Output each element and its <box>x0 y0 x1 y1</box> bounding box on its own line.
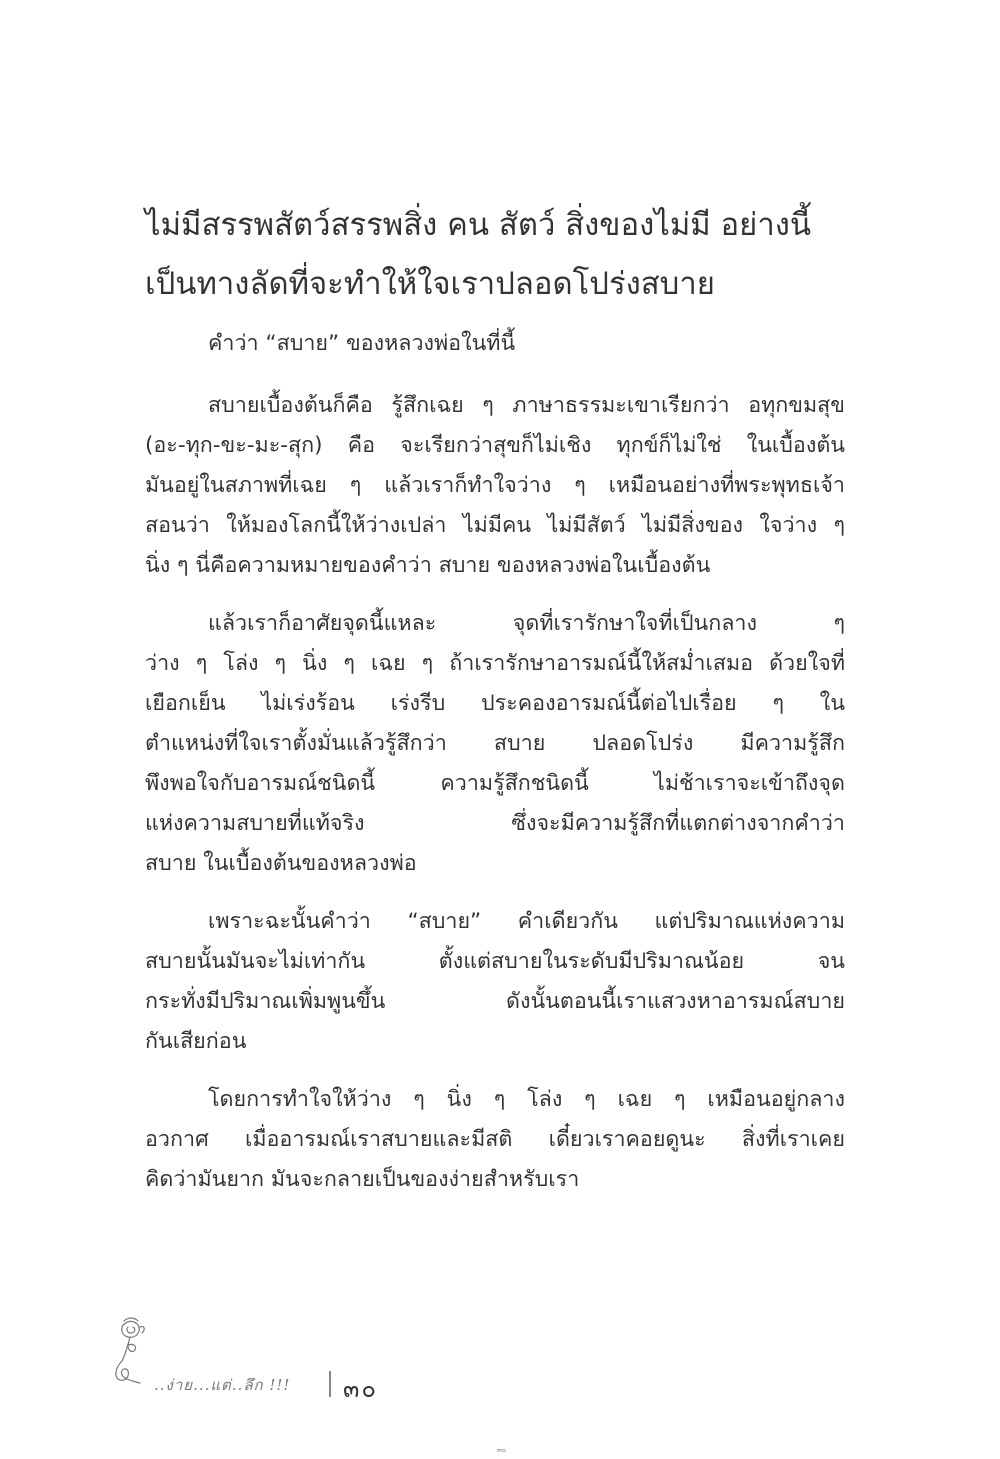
paragraph-line: สบายนั้นมันจะไม่เท่ากัน ตั้งแต่สบายในระดับมีปริมาณน้อย จน <box>145 949 845 974</box>
paragraph-line: (อะ-ทุก-ขะ-มะ-สุก) คือ จะเรียกว่าสุขก็ไม่เชิง ทุกข์ก็ไม่ใช่ ในเบื้องต้น <box>145 433 845 458</box>
paragraph-line: ว่าง ๆ โล่ง ๆ นิ่ง ๆ เฉย ๆ ถ้าเรารักษาอารมณ์นี้ให้สม่ำเสมอ ด้วยใจที่ <box>145 651 845 676</box>
paragraph-line: พึงพอใจกับอารมณ์ชนิดนี้ ความรู้สึกชนิดนี้ ไม่ช้าเราจะเข้าถึงจุด <box>145 771 845 796</box>
paragraph-line: แห่งความสบายที่แท้จริง ซึ่งจะมีความรู้สึกที่แตกต่างจากคำว่า <box>145 811 845 836</box>
paragraph-line: เยือกเย็น ไม่เร่งร้อน เร่งรีบ ประคองอารมณ์นี้ต่อไปเรื่อย ๆ ใน <box>145 691 845 716</box>
paragraph-line: แล้วเราก็อาศัยจุดนี้แหละ จุดที่เรารักษาใจที่เป็นกลาง ๆ <box>208 611 845 636</box>
page-number: ๓๐ <box>343 1375 379 1403</box>
book-title-script: ..ง่าย...แต่..ลึก !!! <box>154 1376 291 1394</box>
paragraph-line: นิ่ง ๆ นี่คือความหมายของคำว่า สบาย ของหลวงพ่อในเบื้องต้น <box>145 553 711 578</box>
bottom-page-mark: ๓๐ <box>497 1446 507 1454</box>
body-text <box>145 324 845 1218</box>
paragraph <box>145 324 845 364</box>
paragraph-line: ตำแหน่งที่ใจเราตั้งมั่นแล้วรู้สึกว่า สบาย ปลอดโปร่ง มีความรู้สึก <box>145 731 845 756</box>
paragraph <box>145 1080 845 1200</box>
paragraph-line: กระทั่งมีปริมาณเพิ่มพูนขึ้น ดังนั้นตอนนี้เราแสวงหาอารมณ์สบาย <box>145 989 845 1014</box>
paragraph-line: โดยการทำใจให้ว่าง ๆ นิ่ง ๆ โล่ง ๆ เฉย ๆ เหมือนอยู่กลาง <box>208 1087 845 1112</box>
paragraph-line: สบายเบื้องต้นก็คือ รู้สึกเฉย ๆ ภาษาธรรมะเขาเรียกว่า อทุกขมสุข <box>208 393 845 418</box>
paragraph-line: คำว่า “สบาย” ของหลวงพ่อในที่นี้ <box>208 331 516 356</box>
footer-divider <box>329 1371 331 1397</box>
paragraph-line: มันอยู่ในสภาพที่เฉย ๆ แล้วเราก็ทำใจว่าง ๆ เหมือนอย่างที่พระพุทธเจ้า <box>145 473 845 498</box>
paragraph-line: สอนว่า ให้มองโลกนี้ให้ว่างเปล่า ไม่มีคน ไม่มีสัตว์ ไม่มีสิ่งของ ใจว่าง ๆ <box>145 513 845 538</box>
paragraph-line: เพราะฉะนั้นคำว่า “สบาย” คำเดียวกัน แต่ปริมาณแห่งความ <box>208 909 845 934</box>
paragraph <box>145 604 845 884</box>
paragraph <box>145 386 845 586</box>
paragraph-line: สบาย ในเบื้องต้นของหลวงพ่อ <box>145 851 417 876</box>
page-footer <box>112 1315 412 1403</box>
paragraph-line: กันเสียก่อน <box>145 1029 247 1054</box>
heading-line: ไม่มีสรรพสัตว์สรรพสิ่ง คน สัตว์ สิ่งของไม่มี อย่างนี้ <box>145 207 812 243</box>
paragraph-line: อวกาศ เมื่ออารมณ์เราสบายและมีสติ เดี๋ยวเราคอยดูนะ สิ่งที่เราเคย <box>145 1127 845 1152</box>
section-heading <box>145 196 845 314</box>
paragraph <box>145 902 845 1062</box>
paragraph-line: คิดว่ามันยาก มันจะกลายเป็นของง่ายสำหรับเรา <box>145 1167 580 1192</box>
heading-line: เป็นทางลัดที่จะทำให้ใจเราปลอดโปร่งสบาย <box>145 266 715 302</box>
